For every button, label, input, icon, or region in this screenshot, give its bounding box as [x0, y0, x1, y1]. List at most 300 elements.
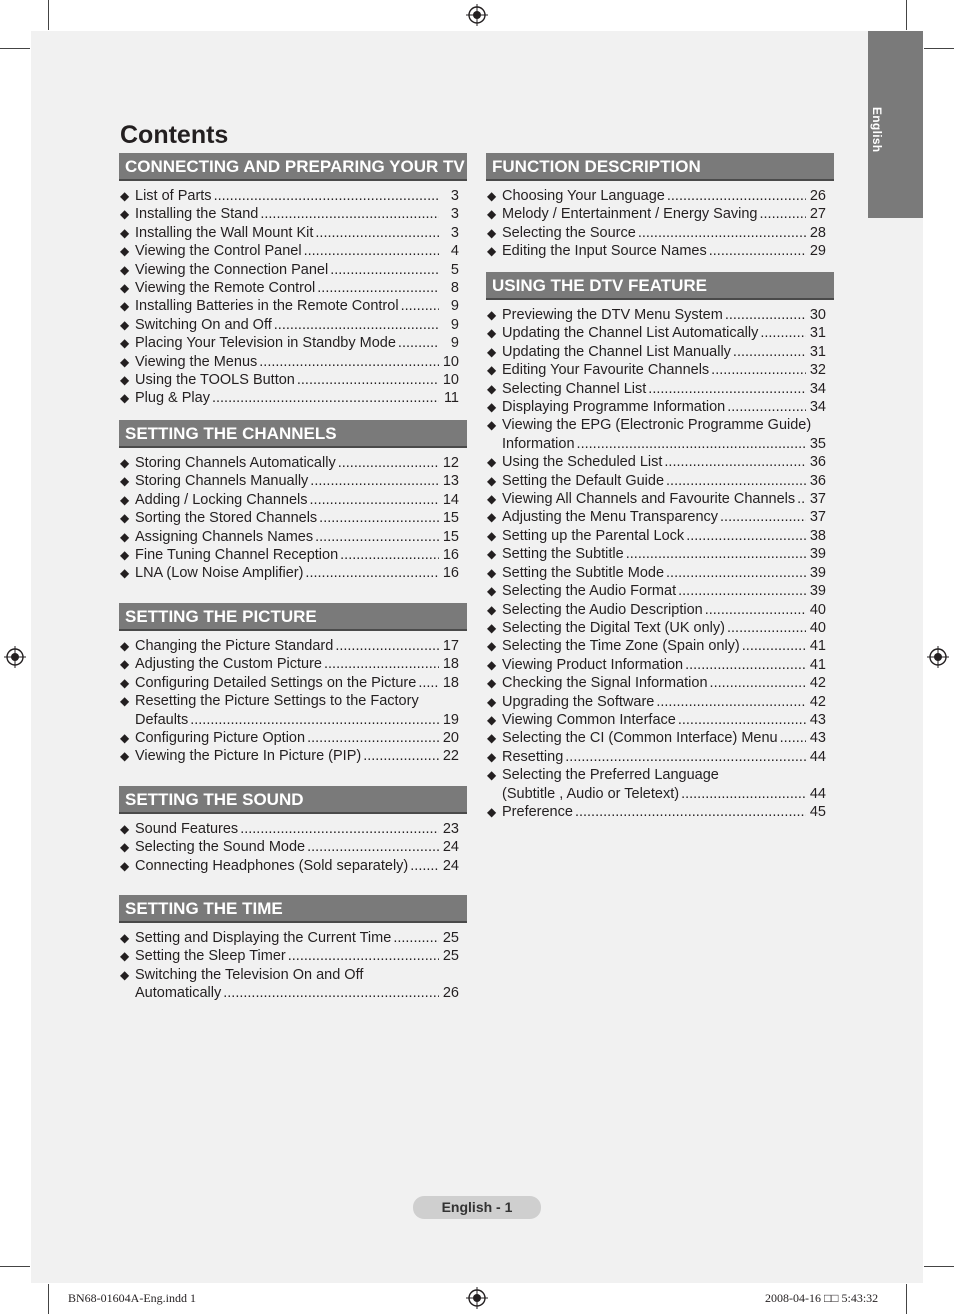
- toc-entry-title: LNA (Low Noise Amplifier): [135, 565, 304, 582]
- toc-page-number: 31: [809, 343, 826, 360]
- toc-entry-title: Adjusting the Menu Transparency: [502, 509, 719, 526]
- toc-entry-title: Selecting the Preferred Language: [502, 767, 719, 784]
- toc-entry[interactable]: [486, 656, 834, 674]
- diamond-bullet-icon: ◆: [487, 344, 497, 359]
- toc-page-number: 40: [809, 601, 826, 618]
- toc-page-number: 41: [809, 656, 826, 673]
- toc-page-number: 11: [443, 390, 459, 407]
- toc-entry[interactable]: [119, 297, 467, 315]
- toc-page-number: 14: [442, 491, 459, 508]
- toc-entry-title: Sound Features: [135, 821, 239, 837]
- dot-leader: [398, 334, 439, 352]
- print-slug-date: 2008-04-16 □□ 5:43:32: [765, 1291, 879, 1305]
- dot-leader: [742, 637, 806, 655]
- dot-leader: [710, 674, 806, 692]
- dot-leader: [310, 472, 439, 490]
- diamond-bullet-icon: ◆: [120, 317, 130, 332]
- dot-leader: [666, 564, 806, 582]
- dot-leader: [410, 857, 439, 875]
- toc-entry[interactable]: [119, 279, 467, 297]
- toc-entry-title: Viewing Product Information: [502, 656, 684, 673]
- diamond-bullet-icon: ◆: [120, 207, 130, 222]
- toc-entry-title: Checking the Signal Information: [502, 675, 708, 692]
- toc-entry[interactable]: [119, 491, 467, 509]
- toc-entry-title: Updating the Channel List Automatically: [502, 325, 759, 342]
- toc-entry-title: Selecting the Time Zone (Spain only): [502, 638, 740, 655]
- toc-entry-title: Choosing Your Language: [502, 188, 665, 204]
- toc-entry[interactable]: [486, 729, 834, 747]
- dot-leader: [319, 509, 439, 527]
- registration-mark-icon: [466, 4, 488, 26]
- toc-page-number: 12: [442, 455, 459, 471]
- toc-entry-title: Selecting the Sound Mode: [135, 839, 306, 856]
- toc-page-number: 24: [442, 857, 459, 874]
- toc-entry[interactable]: [119, 389, 467, 407]
- toc-page-number: 3: [450, 224, 459, 241]
- toc-entry-title: Selecting the CI (Common Interface) Menu: [502, 730, 778, 747]
- page-number-badge: English - 1: [413, 1196, 541, 1219]
- toc-entry-continuation[interactable]: [486, 435, 834, 453]
- toc-entry[interactable]: [119, 371, 467, 389]
- toc-entry-title: Resetting the Picture Settings to the Factory: [135, 693, 419, 710]
- toc-page-number: 22: [442, 748, 459, 765]
- toc-page-number: 37: [809, 491, 826, 508]
- dot-leader: [315, 224, 439, 242]
- toc-entry-title: Selecting the Digital Text (UK only): [502, 619, 725, 636]
- toc-entry-title: Setting and Displaying the Current Time: [135, 930, 392, 946]
- toc-page-number: 34: [809, 380, 826, 397]
- dot-leader: [648, 380, 806, 398]
- dot-leader: [307, 838, 439, 856]
- toc-entry[interactable]: [119, 947, 467, 965]
- toc-page-number: 42: [809, 693, 826, 710]
- toc-entry-title: List of Parts: [135, 188, 212, 204]
- dot-leader: [340, 546, 439, 564]
- toc-page-number: 18: [442, 656, 459, 673]
- toc-entry-title: Melody / Entertainment / Energy Saving: [502, 206, 758, 223]
- toc-page-number: 4: [450, 243, 459, 260]
- toc-entry[interactable]: [119, 334, 467, 352]
- dot-leader: [797, 490, 806, 508]
- diamond-bullet-icon: ◆: [120, 949, 130, 964]
- toc-list: [119, 454, 467, 583]
- toc-page-number: 41: [809, 638, 826, 655]
- toc-page-number: 23: [442, 821, 459, 837]
- toc-section: [119, 153, 467, 408]
- toc-page-number: 26: [442, 985, 459, 1002]
- diamond-bullet-icon: ◆: [120, 529, 130, 544]
- diamond-bullet-icon: ◆: [487, 620, 497, 635]
- dot-leader: [733, 343, 806, 361]
- toc-page-number: 39: [809, 564, 826, 581]
- toc-entry[interactable]: [119, 747, 467, 765]
- crop-mark: [924, 1266, 954, 1267]
- diamond-bullet-icon: ◆: [120, 566, 130, 581]
- toc-entry[interactable]: [119, 509, 467, 527]
- dot-leader: [705, 601, 806, 619]
- toc-entry[interactable]: [486, 324, 834, 342]
- toc-entry[interactable]: [486, 343, 834, 361]
- toc-entry[interactable]: [119, 316, 467, 334]
- toc-entry[interactable]: [119, 472, 467, 490]
- toc-entry-title: Adjusting the Custom Picture: [135, 656, 322, 673]
- toc-page-number: 10: [442, 372, 459, 389]
- toc-entry-title: Switching On and Off: [135, 316, 272, 333]
- diamond-bullet-icon: ◆: [120, 299, 130, 314]
- toc-entry[interactable]: [119, 546, 467, 564]
- toc-page-number: 24: [442, 839, 459, 856]
- registration-mark-icon: [927, 646, 949, 668]
- toc-page-number: 39: [809, 546, 826, 563]
- dot-leader: [240, 820, 439, 838]
- toc-page-number: 44: [809, 748, 826, 765]
- toc-page-number: 40: [809, 619, 826, 636]
- toc-entry-title-continued: Information: [502, 435, 575, 452]
- toc-entry[interactable]: [486, 380, 834, 398]
- toc-entry-continuation[interactable]: [119, 984, 467, 1002]
- dot-leader: [709, 242, 806, 260]
- dot-leader: [780, 729, 806, 747]
- toc-entry[interactable]: [119, 929, 467, 947]
- toc-entry-title: Selecting the Audio Format: [502, 583, 677, 600]
- toc-entry-title: Installing Batteries in the Remote Control: [135, 298, 399, 315]
- dot-leader: [335, 637, 439, 655]
- toc-entry-title: Configuring Picture Option: [135, 730, 306, 747]
- toc-list: [119, 820, 467, 875]
- dot-leader: [212, 389, 439, 407]
- toc-page-number: 3: [450, 206, 459, 223]
- toc-entry-title: Editing Your Favourite Channels: [502, 362, 710, 379]
- toc-entry-title: Using the TOOLS Button: [135, 372, 295, 389]
- toc-entry[interactable]: [486, 766, 834, 784]
- dot-leader: [401, 297, 439, 315]
- toc-page-number: 9: [450, 298, 459, 315]
- toc-entry-title: Preference: [502, 803, 573, 820]
- toc-entry-title: Setting the Sleep Timer: [135, 948, 286, 965]
- toc-entry[interactable]: [119, 674, 467, 692]
- side-tab-label: English: [870, 107, 884, 153]
- toc-entry-title: Resetting: [502, 748, 564, 765]
- dot-leader: [393, 929, 439, 947]
- diamond-bullet-icon: ◆: [120, 675, 130, 690]
- toc-entry[interactable]: [486, 398, 834, 416]
- toc-page-number: 19: [442, 711, 459, 728]
- section-heading: CONNECTING AND PREPARING YOUR TV: [119, 153, 467, 181]
- dot-leader: [274, 316, 439, 334]
- toc-entry-title: Using the Scheduled List: [502, 454, 663, 471]
- dot-leader: [656, 693, 806, 711]
- dot-leader: [686, 527, 806, 545]
- toc-entry[interactable]: [486, 361, 834, 379]
- dot-leader: [363, 747, 439, 765]
- toc-entry-title: Assigning Channels Names: [135, 528, 314, 545]
- crop-mark: [0, 1266, 30, 1267]
- toc-entry-title: Selecting the Source: [502, 224, 636, 241]
- toc-entry-title: Installing the Wall Mount Kit: [135, 224, 314, 241]
- toc-page-number: 10: [442, 353, 459, 370]
- toc-page-number: 25: [442, 930, 459, 946]
- dot-leader: [760, 324, 806, 342]
- toc-entry[interactable]: [119, 966, 467, 984]
- toc-entry[interactable]: [119, 637, 467, 655]
- toc-entry[interactable]: [119, 838, 467, 856]
- diamond-bullet-icon: ◆: [120, 456, 130, 470]
- toc-page-number: 15: [442, 510, 459, 527]
- toc-entry-title-continued: Defaults: [135, 711, 189, 728]
- toc-entry[interactable]: [486, 453, 834, 471]
- section-heading: USING THE DTV FEATURE: [486, 272, 834, 300]
- toc-entry-title: Setting the Default Guide: [502, 472, 665, 489]
- toc-list: [119, 187, 467, 408]
- diamond-bullet-icon: ◆: [487, 676, 497, 691]
- dot-leader: [310, 491, 439, 509]
- toc-page-number: 20: [442, 730, 459, 747]
- dot-leader: [666, 472, 806, 490]
- diamond-bullet-icon: ◆: [120, 244, 130, 259]
- print-slug-file: BN68-01604A-Eng.indd 1: [68, 1291, 196, 1305]
- diamond-bullet-icon: ◆: [487, 473, 497, 488]
- toc-entry[interactable]: [119, 655, 467, 673]
- diamond-bullet-icon: ◆: [487, 400, 497, 415]
- toc-page-number: 18: [442, 674, 459, 691]
- diamond-bullet-icon: ◆: [487, 804, 497, 819]
- toc-page-number: 25: [442, 948, 459, 965]
- dot-leader: [304, 242, 439, 260]
- diamond-bullet-icon: ◆: [487, 639, 497, 654]
- toc-page-number: 27: [809, 206, 826, 223]
- diamond-bullet-icon: ◆: [487, 657, 497, 672]
- dot-leader: [681, 785, 806, 803]
- toc-entry-title: Viewing the EPG (Electronic Programme Guide): [502, 417, 812, 434]
- toc-entry[interactable]: [119, 692, 467, 710]
- diamond-bullet-icon: ◆: [120, 391, 130, 406]
- toc-entry[interactable]: [119, 528, 467, 546]
- diamond-bullet-icon: ◆: [487, 602, 497, 617]
- diamond-bullet-icon: ◆: [487, 363, 497, 378]
- toc-page-number: 36: [809, 472, 826, 489]
- toc-entry-title: Viewing Common Interface: [502, 711, 676, 728]
- diamond-bullet-icon: ◆: [487, 528, 497, 543]
- toc-page-number: 28: [809, 224, 826, 241]
- toc-entry-title: Changing the Picture Standard: [135, 638, 334, 654]
- toc-entry-title: Connecting Headphones (Sold separately): [135, 857, 409, 874]
- dot-leader: [667, 187, 806, 205]
- diamond-bullet-icon: ◆: [120, 189, 130, 203]
- toc-entry-title-continued: Automatically: [135, 985, 222, 1002]
- toc-list: [486, 187, 834, 261]
- toc-entry-title: Displaying Programme Information: [502, 399, 726, 416]
- toc-section: [119, 420, 467, 583]
- diamond-bullet-icon: ◆: [487, 694, 497, 709]
- toc-entry[interactable]: [486, 205, 834, 223]
- diamond-bullet-icon: ◆: [120, 840, 130, 855]
- diamond-bullet-icon: ◆: [120, 731, 130, 746]
- toc-entry[interactable]: [119, 820, 467, 838]
- toc-entry[interactable]: [486, 306, 834, 324]
- diamond-bullet-icon: ◆: [120, 281, 130, 296]
- dot-leader: [330, 261, 439, 279]
- toc-entry[interactable]: [486, 490, 834, 508]
- toc-entry[interactable]: [486, 693, 834, 711]
- toc-entry[interactable]: [486, 748, 834, 766]
- toc-entry[interactable]: [119, 187, 467, 205]
- diamond-bullet-icon: ◆: [487, 547, 497, 562]
- language-side-tab: [868, 31, 923, 218]
- diamond-bullet-icon: ◆: [487, 749, 497, 764]
- section-heading: SETTING THE CHANNELS: [119, 420, 467, 448]
- toc-entry[interactable]: [486, 224, 834, 242]
- toc-entry-title: Placing Your Television in Standby Mode: [135, 335, 396, 352]
- diamond-bullet-icon: ◆: [120, 749, 130, 764]
- diamond-bullet-icon: ◆: [120, 822, 130, 836]
- dot-leader: [575, 803, 806, 821]
- toc-entry[interactable]: [486, 711, 834, 729]
- dot-leader: [626, 545, 806, 563]
- crop-mark: [48, 0, 49, 30]
- toc-entry[interactable]: [119, 454, 467, 472]
- dot-leader: [307, 729, 439, 747]
- toc-entry-title: Selecting Channel List: [502, 380, 647, 397]
- registration-mark-icon: [4, 646, 26, 668]
- toc-page-number: 9: [450, 335, 459, 352]
- toc-entry-title-continued: (Subtitle , Audio or Teletext): [502, 785, 680, 802]
- toc-entry-continuation[interactable]: [119, 711, 467, 729]
- dot-leader: [577, 435, 806, 453]
- toc-entry-title: Viewing the Menus: [135, 353, 258, 370]
- dot-leader: [317, 279, 439, 297]
- diamond-bullet-icon: ◆: [120, 694, 130, 709]
- toc-page-number: 15: [442, 528, 459, 545]
- toc-list: [119, 929, 467, 1003]
- toc-section: [119, 603, 467, 766]
- toc-entry-title: Setting up the Parental Lock: [502, 527, 685, 544]
- toc-page-number: 26: [809, 188, 826, 204]
- toc-entry[interactable]: [119, 224, 467, 242]
- toc-entry-title: Fine Tuning Channel Reception: [135, 547, 339, 564]
- toc-entry[interactable]: [486, 619, 834, 637]
- toc-entry[interactable]: [119, 261, 467, 279]
- toc-entry[interactable]: [119, 729, 467, 747]
- toc-entry[interactable]: [119, 353, 467, 371]
- toc-entry[interactable]: [486, 803, 834, 821]
- diamond-bullet-icon: ◆: [120, 511, 130, 526]
- toc-entry[interactable]: [486, 674, 834, 692]
- toc-section: [486, 153, 834, 261]
- toc-entry[interactable]: [119, 857, 467, 875]
- toc-page-number: 16: [442, 547, 459, 564]
- diamond-bullet-icon: ◆: [487, 565, 497, 580]
- diamond-bullet-icon: ◆: [487, 207, 497, 222]
- toc-entry-title: Viewing the Connection Panel: [135, 261, 329, 278]
- toc-page-number: 35: [809, 435, 826, 452]
- dot-leader: [297, 371, 439, 389]
- toc-entry-title: Switching the Television On and Off: [135, 966, 364, 983]
- toc-entry[interactable]: [119, 242, 467, 260]
- diamond-bullet-icon: ◆: [120, 474, 130, 489]
- crop-mark: [924, 48, 954, 49]
- toc-page-number: 44: [809, 785, 826, 802]
- toc-entry[interactable]: [486, 637, 834, 655]
- diamond-bullet-icon: ◆: [487, 768, 497, 783]
- dot-leader: [678, 711, 806, 729]
- diamond-bullet-icon: ◆: [120, 373, 130, 388]
- diamond-bullet-icon: ◆: [487, 225, 497, 240]
- dot-leader: [259, 353, 439, 371]
- toc-entry-title: Viewing the Remote Control: [135, 280, 316, 297]
- dot-leader: [727, 398, 806, 416]
- diamond-bullet-icon: ◆: [487, 455, 497, 470]
- page-title: Contents: [120, 121, 229, 149]
- toc-entry[interactable]: [486, 545, 834, 563]
- toc-entry-title: Storing Channels Automatically: [135, 455, 336, 471]
- dot-leader: [223, 984, 439, 1002]
- toc-entry-title: Upgrading the Software: [502, 693, 655, 710]
- dot-leader: [727, 619, 806, 637]
- toc-entry[interactable]: [486, 416, 834, 434]
- toc-entry-title: Updating the Channel List Manually: [502, 343, 731, 360]
- toc-entry[interactable]: [486, 582, 834, 600]
- toc-entry-title: Storing Channels Manually: [135, 473, 309, 490]
- toc-entry[interactable]: [486, 601, 834, 619]
- diamond-bullet-icon: ◆: [487, 326, 497, 341]
- dot-leader: [725, 306, 806, 324]
- toc-entry-continuation[interactable]: [486, 785, 834, 803]
- diamond-bullet-icon: ◆: [120, 931, 130, 945]
- toc-page-number: 45: [809, 803, 826, 820]
- diamond-bullet-icon: ◆: [120, 492, 130, 507]
- toc-entry[interactable]: [486, 472, 834, 490]
- diamond-bullet-icon: ◆: [487, 492, 497, 507]
- toc-entry[interactable]: [119, 564, 467, 582]
- toc-page-number: 31: [809, 325, 826, 342]
- toc-entry-title: Viewing the Picture In Picture (PIP): [135, 748, 362, 765]
- dot-leader: [711, 361, 806, 379]
- toc-page-number: 39: [809, 583, 826, 600]
- crop-mark: [906, 0, 907, 30]
- toc-page-number: 9: [450, 316, 459, 333]
- toc-entry[interactable]: [486, 187, 834, 205]
- toc-page-number: 29: [809, 243, 826, 260]
- toc-page-number: 42: [809, 675, 826, 692]
- toc-entry[interactable]: [486, 527, 834, 545]
- registration-mark-icon: [466, 1287, 488, 1309]
- toc-page-number: 30: [809, 307, 826, 323]
- diamond-bullet-icon: ◆: [487, 510, 497, 525]
- toc-page-number: 38: [809, 527, 826, 544]
- toc-entry[interactable]: [486, 242, 834, 260]
- diamond-bullet-icon: ◆: [120, 354, 130, 369]
- section-heading: SETTING THE SOUND: [119, 786, 467, 814]
- toc-entry-title: Plug & Play: [135, 390, 210, 407]
- toc-page-number: 3: [450, 188, 459, 204]
- diamond-bullet-icon: ◆: [120, 262, 130, 277]
- dot-leader: [305, 564, 439, 582]
- section-heading: SETTING THE TIME: [119, 895, 467, 923]
- toc-entry[interactable]: [119, 205, 467, 223]
- diamond-bullet-icon: ◆: [120, 967, 130, 982]
- dot-leader: [720, 508, 806, 526]
- toc-entry-title: Selecting the Audio Description: [502, 601, 703, 618]
- toc-entry-title: Installing the Stand: [135, 206, 259, 223]
- toc-entry[interactable]: [486, 508, 834, 526]
- diamond-bullet-icon: ◆: [120, 657, 130, 672]
- toc-page-number: 5: [450, 261, 459, 278]
- toc-entry[interactable]: [486, 564, 834, 582]
- toc-page-number: 16: [442, 565, 459, 582]
- diamond-bullet-icon: ◆: [120, 858, 130, 873]
- diamond-bullet-icon: ◆: [120, 336, 130, 351]
- diamond-bullet-icon: ◆: [487, 308, 497, 322]
